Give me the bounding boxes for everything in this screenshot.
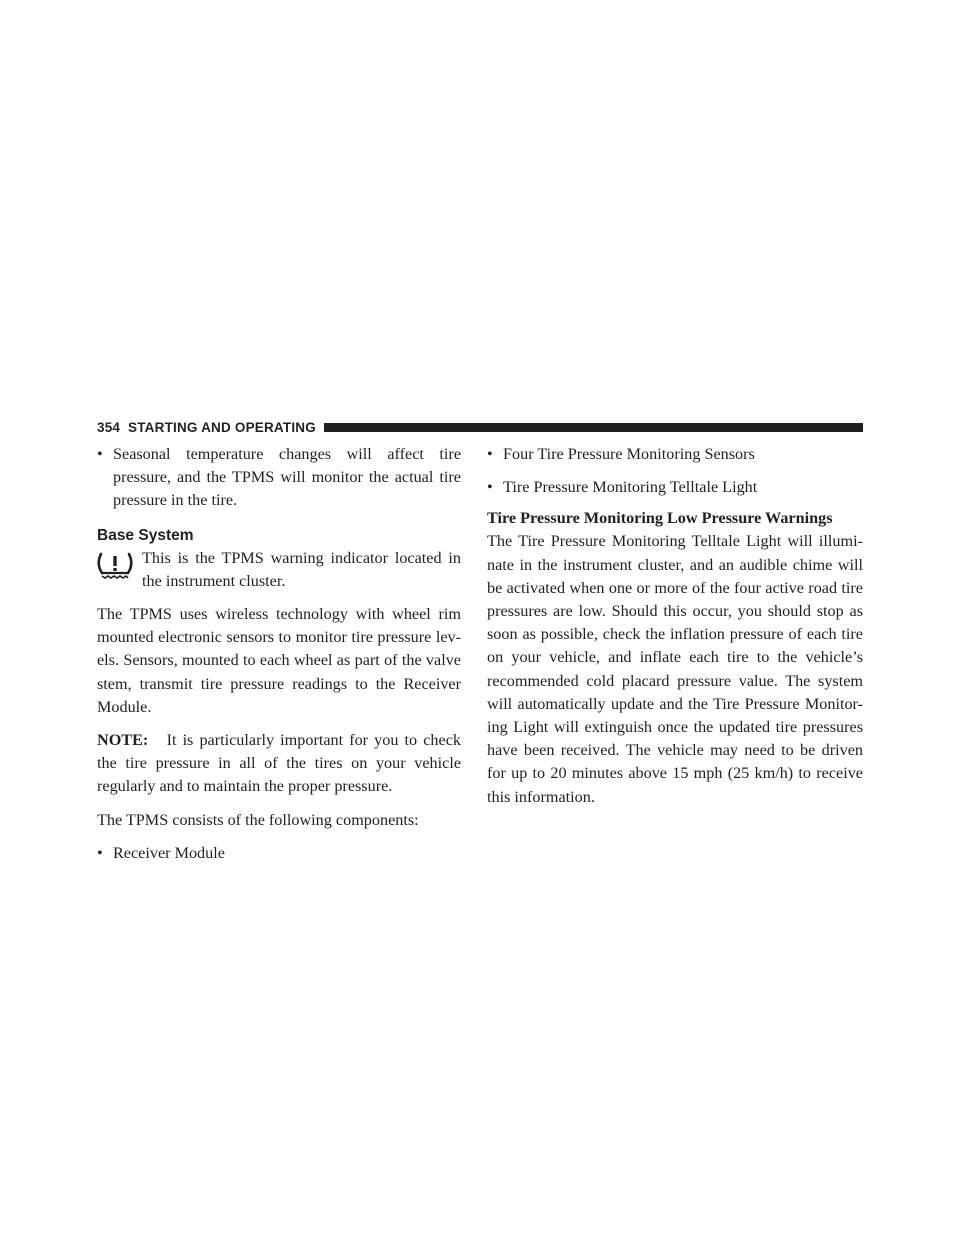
paragraph: The Tire Pressure Monitoring Telltale Light will illumi- nate in the instrument cluster, and an audible chime will be activated when one or more of the four active road tire pressures are low. Should this occur, you should stop as soon as possible, check the inflation pressure of each tire on your vehicle, and inflate each tire to the vehicle’s recommended cold placard pressure value. The system will automatically update and the Tire Pressure Monitor- ing Light will extinguish once the updated tire pressures have been received. The vehicle may need to be driven for up to 20 minutes above 15 mph (25 km/h) to receive this information. xyxy=(487,532,863,806)
note-text: It is particularly important for you to check the tire pressure in all of the tires on your vehicle regularly and to maintain the proper pressure. xyxy=(97,731,461,796)
right-column xyxy=(487,443,863,809)
section-heading: Base System xyxy=(97,526,194,544)
indicator-row xyxy=(97,547,461,593)
tpms-warning-icon xyxy=(97,551,133,581)
bullet-text: Seasonal temperature changes will affect tire pressure, and the TPMS will monitor the actual tire pressure in the tire. xyxy=(113,445,461,510)
bullet-text: Tire Pressure Monitoring Telltale Light xyxy=(503,478,758,497)
paragraph: The TPMS consists of the following components: xyxy=(97,810,419,829)
list-item xyxy=(97,842,461,865)
bullet-dot: • xyxy=(487,445,493,463)
indicator-description: This is the TPMS warning indicator located in the instrument cluster. xyxy=(142,548,461,590)
list-item xyxy=(97,443,461,513)
section-title: STARTING AND OPERATING xyxy=(128,419,316,435)
bullet-dot: • xyxy=(97,843,103,862)
list-item xyxy=(487,476,863,499)
page-header xyxy=(97,418,863,436)
bullet-dot: • xyxy=(97,445,103,463)
bullet-dot: • xyxy=(487,478,493,497)
left-column xyxy=(97,443,461,865)
note-label: NOTE: xyxy=(97,731,149,750)
list-item xyxy=(487,443,863,466)
bullet-text: Receiver Module xyxy=(113,843,225,862)
page-number: 354 xyxy=(97,419,121,435)
note-paragraph xyxy=(97,729,461,799)
header-rule xyxy=(324,423,863,432)
bullet-text: Four Tire Pressure Monitoring Sensors xyxy=(503,445,755,463)
paragraph: The TPMS uses wireless technology with wheel rim mounted electronic sensors to monitor tire pressure lev- els. Sensors, mounted to each wheel as part of the valve stem, transmit tire pressure readings to the Receiver Module. xyxy=(97,605,461,716)
header-label xyxy=(97,420,324,435)
subsection-heading: Tire Pressure Monitoring Low Pressure Warnings xyxy=(487,509,833,528)
